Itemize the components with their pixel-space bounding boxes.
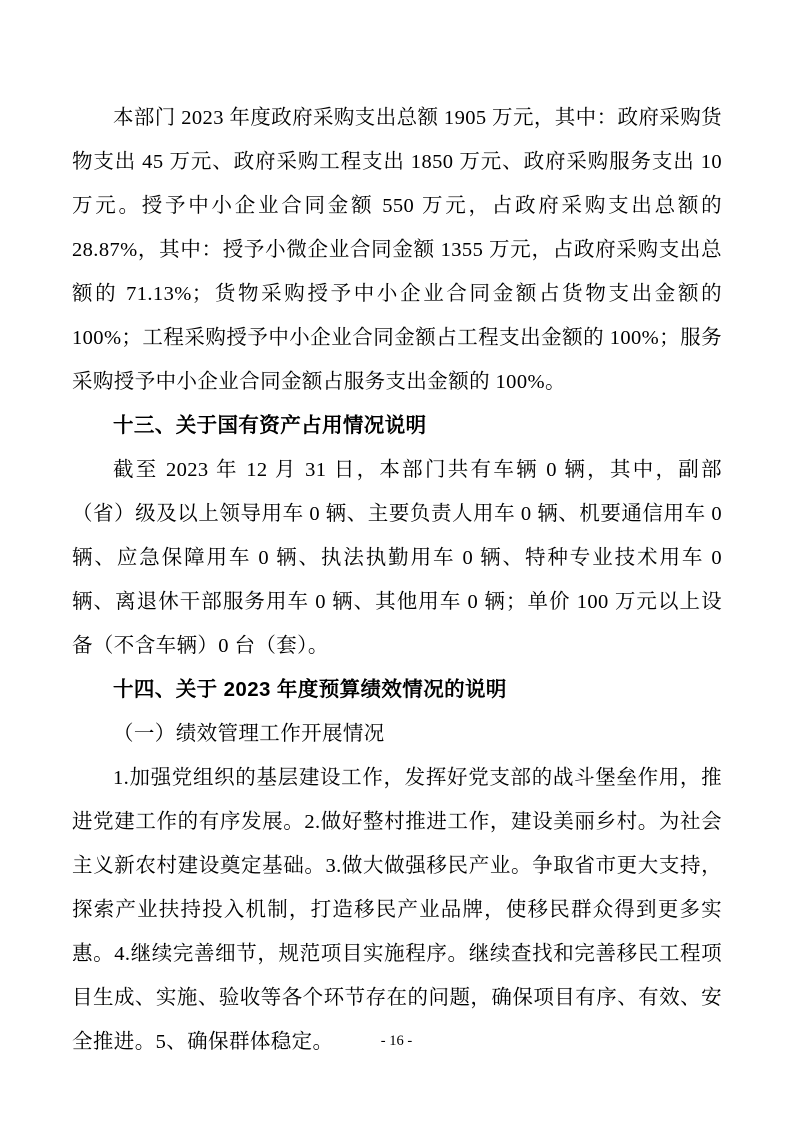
- paragraph-performance-measures: 1.加强党组织的基层建设工作，发挥好党支部的战斗堡垒作用，推进党建工作的有序发展。2.做好整村推进工作，建设美丽乡村。为社会主义新农村建设奠定基础。3.做大做强移民产业。争取省市更大支持，探索产业扶持投入机制，打造移民产业品牌，使移民群众得到更多实惠。4.继续完善细节，规范项目实施程序。继续查找和完善移民工程项目生成、实施、验收等各个环节存在的问题，确保项目有序、有效、安全推进。5、确保群体稳定。: [72, 767, 722, 1053]
- paragraph-state-assets: 截至 2023 年 12 月 31 日，本部门共有车辆 0 辆，其中，副部（省）级及以上领导用车 0 辆、主要负责人用车 0 辆、机要通信用车 0 辆、应急保障用车 0 辆、执法执勤用车 0 辆、特种专业技术用车 0 辆、离退休干部服务用车 0 辆、其他用车 0 辆；单价 100 万元以上设备（不含车辆）0 台（套）。: [72, 459, 722, 657]
- subheading-performance-management: （一）绩效管理工作开展情况: [113, 723, 385, 745]
- section-heading-budget-performance: 十四、关于 2023 年度预算绩效情况的说明: [113, 678, 507, 701]
- document-content: [72, 96, 722, 1064]
- page-number: - 16 -: [380, 1033, 413, 1049]
- section-heading-state-assets: 十三、关于国有资产占用情况说明: [113, 414, 427, 437]
- paragraph-government-procurement: 本部门 2023 年度政府采购支出总额 1905 万元，其中：政府采购货物支出 45 万元、政府采购工程支出 1850 万元、政府采购服务支出 10 万元。授予中小企业合同金额 550 万元，占政府采购支出总额的 28.87%，其中：授予小微企业合同金额 1355 万元，占政府采购支出总额的 71.13%；货物采购授予中小企业合同金额占货物支出金额的 100%；工程采购授予中小企业合同金额占工程支出金额的 100%；服务采购授予中小企业合同金额占服务支出金额的 100%。: [72, 107, 722, 393]
